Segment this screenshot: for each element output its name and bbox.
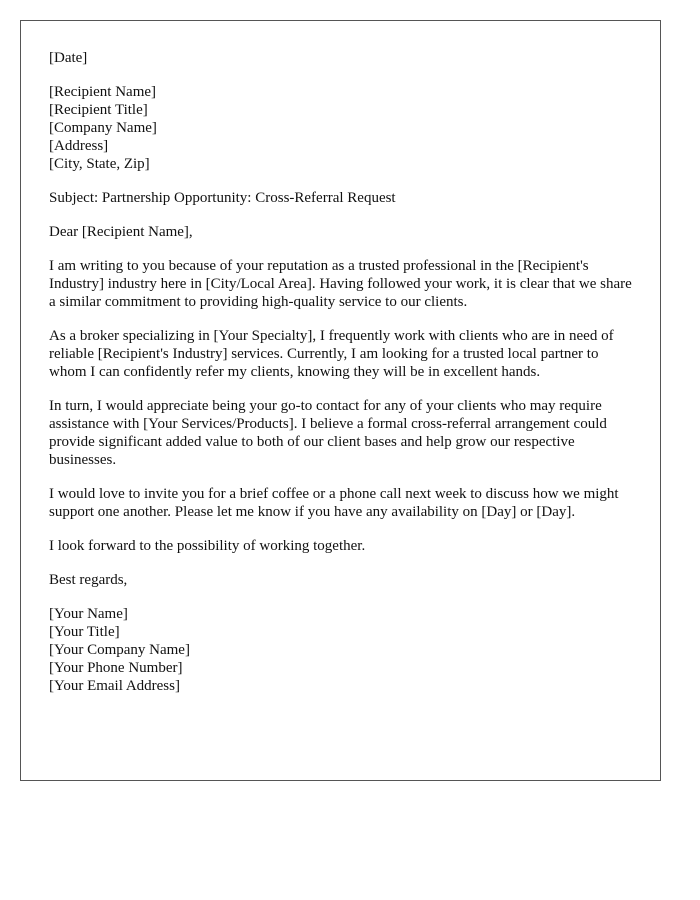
- subject: Subject: Partnership Opportunity: Cross-Referral Request: [49, 190, 396, 206]
- sender-company: [Your Company Name]: [49, 642, 190, 658]
- sender-title: [Your Title]: [49, 624, 120, 640]
- address: [Address]: [49, 138, 109, 154]
- date: [Date]: [49, 50, 88, 66]
- salutation: Dear [Recipient Name],: [49, 224, 193, 240]
- recipient-name: [Recipient Name]: [49, 84, 157, 100]
- body-paragraph: I am writing to you because of your reputation as a trusted professional in the [Recipient's Industry] industry here in [City/Local Area]. Having followed your work, it is clear that we share a similar commitment to providing high-quality service to our clients.: [49, 258, 632, 310]
- sender-email: [Your Email Address]: [49, 678, 180, 694]
- city-state-zip: [City, State, Zip]: [49, 156, 150, 172]
- sender-name: [Your Name]: [49, 606, 128, 622]
- letter: [20, 20, 661, 781]
- recipient-block: [49, 83, 632, 173]
- body-paragraph: I look forward to the possibility of working together.: [49, 538, 366, 554]
- body-paragraph: I would love to invite you for a brief coffee or a phone call next week to discuss how we might support one another. Please let me know if you have any availability on [Day] or [Day].: [49, 486, 619, 520]
- body-paragraph: As a broker specializing in [Your Specialty], I frequently work with clients who are in need of reliable [Recipient's Industry] services. Currently, I am looking for a trusted local partner to whom I can confidently refer my clients, knowing they will be in excellent hands.: [49, 328, 614, 380]
- signature-block: [49, 605, 632, 695]
- closing: Best regards,: [49, 572, 128, 588]
- recipient-title: [Recipient Title]: [49, 102, 148, 118]
- sender-phone: [Your Phone Number]: [49, 660, 183, 676]
- body-paragraph: In turn, I would appreciate being your go-to contact for any of your clients who may require assistance with [Your Services/Products]. I believe a formal cross-referral arrangement could provide significant added value to both of our client bases and help grow our respective businesses.: [49, 398, 607, 468]
- company-name: [Company Name]: [49, 120, 157, 136]
